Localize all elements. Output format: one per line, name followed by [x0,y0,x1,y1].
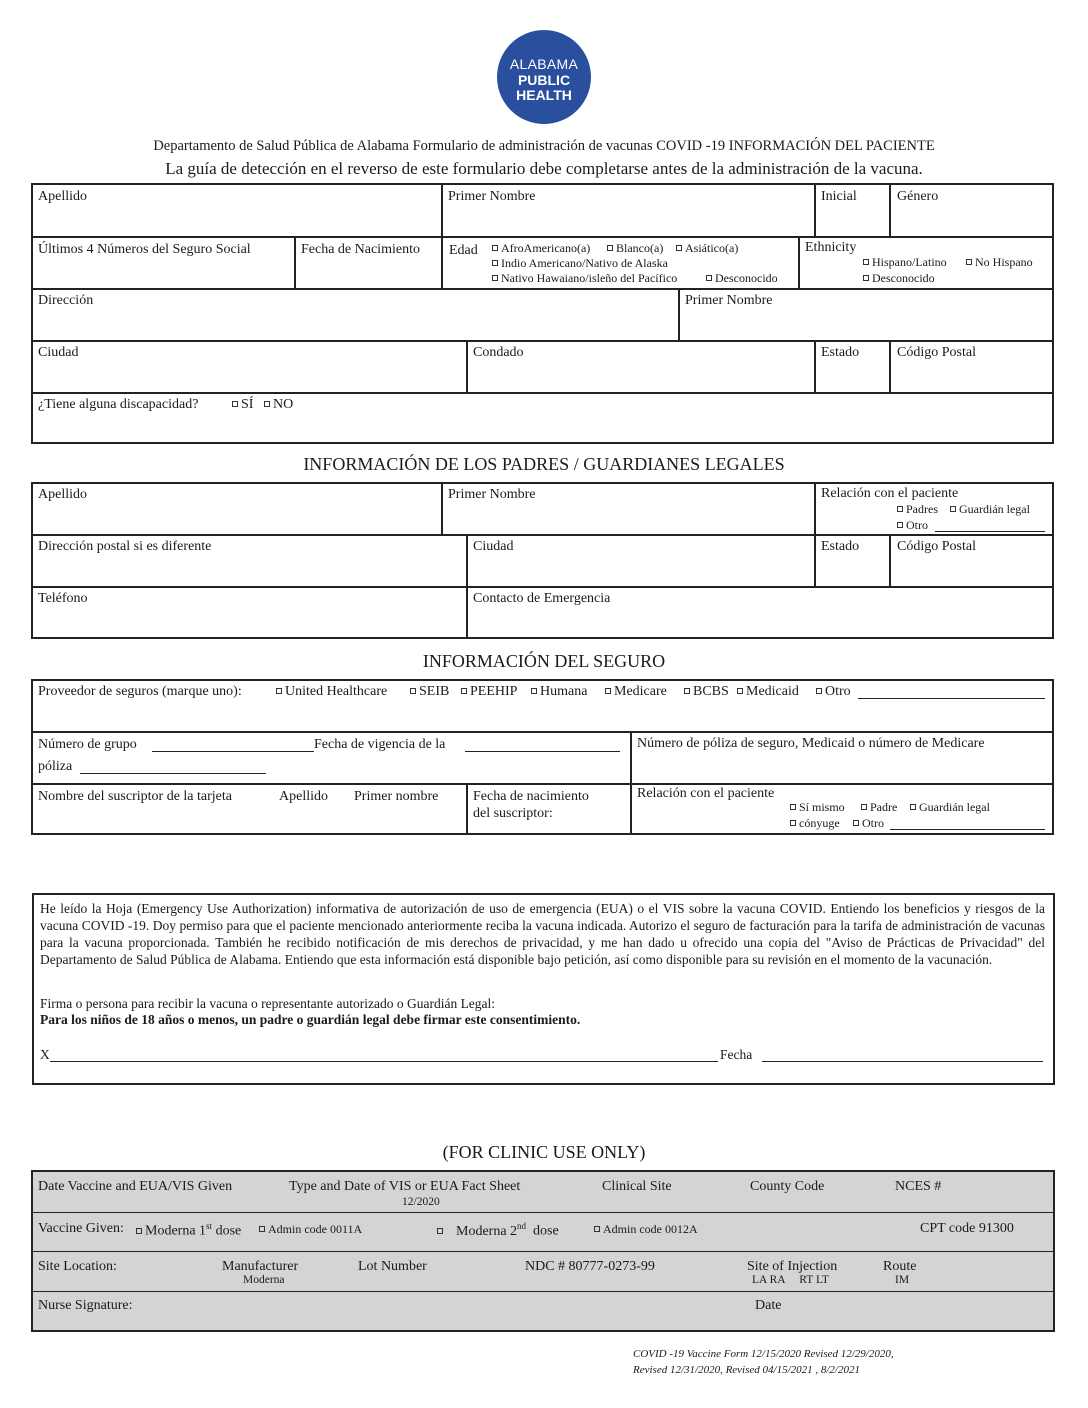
effective-date-label: Fecha de vigencia de la [314,737,446,752]
race-option-pacific-islander[interactable] [492,272,677,284]
checkbox-icon [437,1228,443,1234]
race-option-label: AfroAmericano(a) [501,241,591,255]
divider [630,731,632,835]
clinic-type-date-field[interactable]: Type and Date of VIS or EUA Fact Sheet [289,1179,521,1194]
guardian-first-name-field[interactable]: Primer Nombre [448,487,536,502]
route-value: IM [895,1274,910,1286]
admin-code-label: Admin code 0011A [268,1222,363,1236]
race-option-label: Indio Americano/Nativo de Alaska [501,256,668,270]
minor-consent-note: Para los niños de 18 años o menos, un padre o guardián legal debe firmar este consentimiento. [40,1012,581,1027]
checkbox-icon [264,401,270,407]
subscriber-name-label: Nombre del suscriptor de la tarjeta [38,789,232,804]
signature-input[interactable] [50,1061,718,1062]
provider-label: Humana [540,684,588,699]
divider [31,783,1054,785]
patient-state-field[interactable]: Estado [821,345,860,360]
race-option-unknown[interactable] [706,272,778,284]
race-option-label: Desconocido [715,271,778,285]
group-number-input[interactable] [152,751,314,752]
race-option-label: Asiático(a) [685,241,739,255]
patient-county-field[interactable]: Condado [473,345,524,360]
admin-code-label: Admin code 0012A [603,1222,698,1236]
subscriber-last-name-field[interactable]: Apellido [279,789,328,804]
checkbox-icon [966,259,972,265]
dose-label: dose [533,1223,559,1239]
checkbox-icon [531,688,537,694]
ethnicity-option-hispanic[interactable] [863,256,947,268]
insurance-medicare[interactable] [605,685,667,699]
checkbox-icon [259,1226,265,1232]
form-version-footer [633,1346,894,1378]
insurance-peehip[interactable] [461,685,517,699]
checkbox-icon [863,259,869,265]
divider [31,1251,1055,1252]
divider [466,340,468,392]
signature-instruction: Firma o persona para recibir la vacuna o representante autorizado o Guardián Legal: [40,996,496,1011]
alabama-public-health-logo [497,30,591,124]
checkbox-icon [897,522,903,528]
manufacturer-value: Moderna [243,1274,285,1286]
divider [466,783,468,835]
checkbox-icon [737,688,743,694]
guardian-rel-parents[interactable] [897,503,938,515]
lot-number-field[interactable]: Lot Number [358,1259,427,1274]
cpt-code: CPT code 91300 [920,1221,1014,1236]
clinic-county-code-field[interactable]: County Code [750,1179,825,1194]
insurance-rel-parent[interactable] [861,801,897,813]
ndc-number: NDC # 80777-0273-99 [525,1259,655,1274]
site-of-injection-values[interactable]: LA RA RT LT [752,1274,829,1286]
divider [31,1291,1055,1292]
race-option-white[interactable] [607,242,663,254]
patient-address-field[interactable]: Dirección [38,293,94,308]
patient-first-name-field[interactable]: Primer Nombre [448,189,536,204]
divider [798,236,800,288]
guardian-phone-field[interactable]: Teléfono [38,591,88,606]
guardian-zip-field[interactable]: Código Postal [897,539,976,554]
group-number-label: Número de grupo [38,737,137,752]
divider [31,392,1054,394]
yes-label: SÍ [241,397,254,412]
checkbox-icon [676,245,682,251]
site-of-injection-label: Site of Injection [747,1259,838,1274]
divider [814,482,816,534]
checkbox-icon [790,804,796,810]
checkbox-icon [897,506,903,512]
logo-line-1: ALABAMA [509,56,579,72]
manufacturer-label: Manufacturer [222,1259,299,1274]
vaccine-given-label: Vaccine Given: [38,1221,124,1236]
provider-label: Medicaid [746,684,799,699]
patient-zip-field[interactable]: Código Postal [897,345,976,360]
ethnicity-option-label: No Hispano [975,255,1033,269]
checkbox-icon [790,820,796,826]
insurance-other[interactable] [816,685,851,699]
checkbox-icon [461,688,467,694]
site-location-field[interactable]: Site Location: [38,1259,117,1274]
checkbox-icon [684,688,690,694]
logo-line-2: PUBLIC [517,72,571,88]
disability-yes-checkbox[interactable] [232,398,253,412]
divider [814,183,816,236]
checkbox-icon [816,688,822,694]
divider [814,534,816,586]
clinic-site-field[interactable]: Clinical Site [602,1179,672,1194]
divider [31,236,1054,238]
checkbox-icon [950,506,956,512]
guardian-rel-other[interactable] [897,519,928,531]
patient-last-name-field[interactable]: Apellido [38,189,87,204]
divider [31,288,1054,290]
rel-option-label: Guardián legal [919,800,990,814]
patient-dob-field[interactable]: Fecha de Nacimiento [301,242,420,257]
insurance-medicaid[interactable] [737,685,799,699]
insurance-rel-legal-guardian[interactable] [910,801,990,813]
subscriber-first-name-field[interactable]: Primer nombre [354,789,439,804]
insurance-section-title: INFORMACIÓN DEL SEGURO [422,651,666,671]
divider [31,340,1054,342]
checkbox-icon [910,804,916,810]
insurance-rel-self[interactable] [790,801,845,813]
checkbox-icon [492,260,498,266]
divider [889,534,891,586]
rel-option-label: Padre [870,800,898,814]
provider-label: United Healthcare [285,684,388,699]
subscriber-dob-label-2[interactable]: del suscriptor: [473,806,553,821]
dose-label: dose [215,1223,242,1239]
race-option-native-american[interactable] [492,257,668,269]
nurse-signature-field[interactable]: Nurse Signature: [38,1298,133,1313]
checkbox-icon [136,1228,142,1234]
race-option-label: Nativo Hawaiano/isleño del Pacífico [501,271,678,285]
checkbox-icon [594,1226,600,1232]
ethnicity-option-non-hispanic[interactable] [966,256,1033,268]
patient-age-label: Edad [449,243,478,258]
clinic-type-date-value: 12/2020 [402,1196,440,1208]
guardian-section-title: INFORMACIÓN DE LOS PADRES / GUARDIANES LEGALES [303,454,785,474]
moderna-2-label: Moderna 2 [456,1223,518,1239]
guardian-city-field[interactable]: Ciudad [473,539,514,554]
insurance-provider-label: Proveedor de seguros (marque uno): [38,684,242,699]
divider [31,731,1054,733]
patient-gender-field[interactable]: Género [897,189,939,204]
moderna-second-dose-checkbox[interactable] [437,1222,559,1239]
signature-date-label: Fecha [720,1047,753,1062]
divider [31,586,1054,588]
guardian-rel-other-line[interactable] [935,531,1045,532]
divider [441,236,443,288]
policy-number-field[interactable]: Número de póliza de seguro, Medicaid o número de Medicare [637,736,985,751]
guardian-state-field[interactable]: Estado [821,539,860,554]
provider-label: Medicare [614,684,667,699]
rel-option-label: Padres [906,502,938,516]
provider-label: PEEHIP [470,684,518,699]
policy-label: póliza [38,759,73,774]
divider [31,534,1054,536]
signature-x-label: X [40,1047,50,1062]
rel-option-label: Guardián legal [959,502,1030,516]
checkbox-icon [232,401,238,407]
signature-date-input[interactable] [762,1061,1043,1062]
ethnicity-option-unknown[interactable] [863,272,935,284]
checkbox-icon [607,245,613,251]
checkbox-icon [492,275,498,281]
clinic-date-given-field[interactable]: Date Vaccine and EUA/VIS Given [38,1179,233,1194]
effective-date-input[interactable] [465,751,620,752]
footer-line-1: COVID -19 Vaccine Form 12/15/2020 Revised 12/29/2020, [633,1348,894,1360]
patient-initial-field[interactable]: Inicial [821,189,857,204]
ethnicity-option-label: Desconocido [872,271,935,285]
rel-option-label: Otro [906,518,928,532]
insurance-other-line[interactable] [858,698,1045,699]
rel-option-label: Otro [862,816,884,830]
race-option-label: Blanco(a) [616,241,664,255]
checkbox-icon [492,245,498,251]
patient-ssn-field[interactable]: Últimos 4 Números del Seguro Social [38,242,251,257]
checkbox-icon [861,804,867,810]
insurance-united-healthcare[interactable] [276,685,387,699]
divider [441,183,443,236]
ethnicity-label: Ethnicity [805,240,857,255]
insurance-rel-other[interactable] [853,817,884,829]
race-option-african-american[interactable] [492,242,590,254]
divider [294,236,296,288]
admin-code-0011a-checkbox[interactable] [259,1223,362,1235]
guardian-relationship-label: Relación con el paciente [821,486,959,501]
ordinal-st: st [206,1221,213,1231]
footer-line-2: Revised 12/31/2020, Revised 04/15/2021 , 8/2/2021 [633,1364,860,1376]
subscriber-dob-label-1: Fecha de nacimiento [473,789,589,804]
moderna-first-dose-checkbox[interactable] [136,1222,241,1239]
form-title: Departamento de Salud Pública de Alabama Formulario de administración de vacunas COVID -19 INFORMACIÓN DEL PACIENTE [153,138,935,154]
divider [889,183,891,236]
policy-input[interactable] [80,773,266,774]
checkbox-icon [863,275,869,281]
disability-question: ¿Tiene alguna discapacidad? [38,397,199,412]
provider-label: Otro [825,684,851,699]
divider [814,340,816,392]
no-label: NO [273,397,294,412]
form-subtitle: La guía de detección en el reverso de este formulario debe completarse antes de la administración de la vacuna. [165,159,923,178]
clinic-nces-field[interactable]: NCES # [895,1179,942,1194]
rel-option-label: cónyuge [799,816,840,830]
divider [31,1212,1055,1213]
nurse-signature-date-field[interactable]: Date [755,1298,782,1313]
checkbox-icon [605,688,611,694]
logo-line-3: HEALTH [516,87,572,103]
divider [678,288,680,340]
insurance-rel-other-line[interactable] [890,829,1045,830]
divider [889,340,891,392]
rel-option-label: Sí mismo [799,800,845,814]
provider-label: SEIB [419,684,450,699]
guardian-rel-legal-guardian[interactable] [950,503,1030,515]
guardian-mail-address-field[interactable]: Dirección postal si es diferente [38,539,212,554]
guardian-emergency-contact-field[interactable]: Contacto de Emergencia [473,591,611,606]
divider [466,534,468,639]
moderna-1-label: Moderna 1 [145,1223,207,1239]
race-option-asian[interactable] [676,242,738,254]
patient-address-first-name-field[interactable]: Primer Nombre [685,293,773,308]
checkbox-icon [410,688,416,694]
disability-no-checkbox[interactable] [264,398,293,412]
consent-text: He leído la Hoja (Emergency Use Authorization) informativa de autorización de uso de emergencia (EUA) o el VIS sobre la vacuna COVID. Entiendo los beneficios y riesgos de la vacuna COVID -19. Doy permiso para que el paciente mencionado anteriormente reciba la vacuna indicada. Autorizo el seguro de facturación para la tarifa de administración de vacunas para la vacuna proporcionada. También he recibido notificación de mis derechos de privacidad, y me han dado u ofrecido una copia del "Aviso de Prácticas de Privacidad" del Departamento de Salud Pública de Alabama. Entiendo que esta información está disponible bajo petición, así como disponible para su revisión en el momento de la vacunación. [40,901,1045,967]
patient-city-field[interactable]: Ciudad [38,345,79,360]
ethnicity-option-label: Hispano/Latino [872,255,947,269]
insurance-rel-spouse[interactable] [790,817,840,829]
checkbox-icon [276,688,282,694]
checkbox-icon [706,275,712,281]
provider-label: BCBS [693,684,729,699]
clinic-section-title: (FOR CLINIC USE ONLY) [442,1142,646,1162]
insurance-bcbs[interactable] [684,685,729,699]
insurance-relationship-label: Relación con el paciente [637,786,775,801]
admin-code-0012a-checkbox[interactable] [594,1223,698,1235]
ordinal-nd: nd [517,1221,527,1231]
insurance-seib[interactable] [410,685,449,699]
divider [441,482,443,534]
route-label: Route [883,1259,917,1274]
checkbox-icon [853,820,859,826]
guardian-last-name-field[interactable]: Apellido [38,487,87,502]
insurance-humana[interactable] [531,685,587,699]
